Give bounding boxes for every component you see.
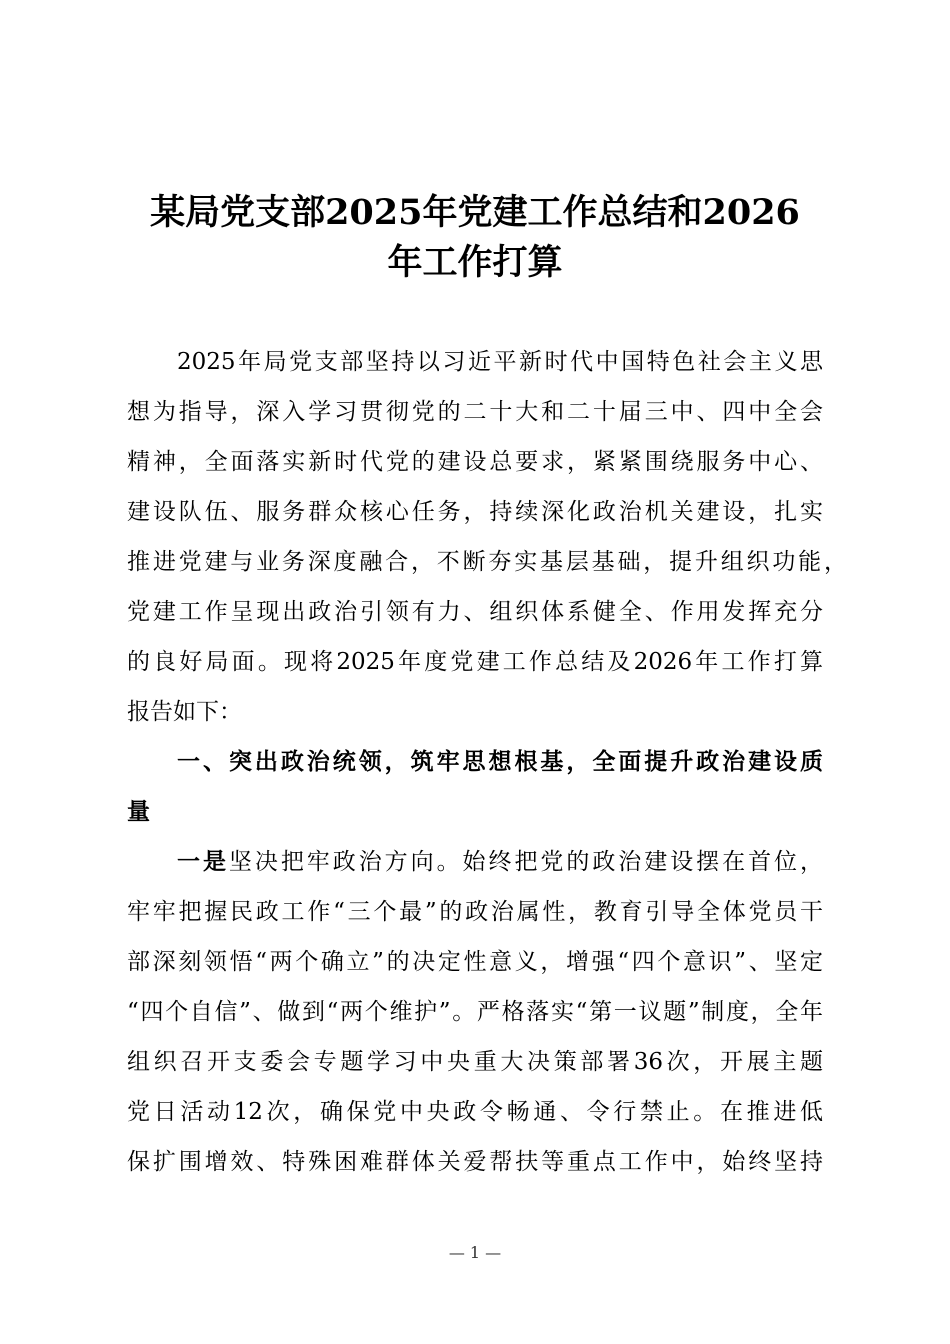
intro-line: 报告如下： <box>127 699 242 725</box>
section-heading-text: 一、突出政治统领，筑牢思想根基，全面提升政治建设质 <box>177 748 823 775</box>
para-lead: 一是 <box>177 848 229 875</box>
para-line: 部深刻领悟“两个确立”的决定性意义，增强“四个意识”、坚定 <box>127 949 823 975</box>
para-line: 牢牢把握民政工作“三个最”的政治属性，教育引导全体党员干 <box>127 899 823 925</box>
intro-line: 想为指导，深入学习贯彻党的二十大和二十届三中、四中全会 <box>127 399 823 425</box>
section-heading <box>177 737 823 787</box>
intro-line: 推进党建与业务深度融合，不断夯实基层基础，提升组织功能， <box>127 549 847 575</box>
intro-line: 党建工作呈现出政治引领有力、组织体系健全、作用发挥充分 <box>127 599 823 625</box>
para-line: “四个自信”、做到“两个维护”。严格落实“第一议题”制度，全年 <box>127 999 823 1025</box>
intro-line: 2025年局党支部坚持以习近平新时代中国特色社会主义思 <box>177 349 823 375</box>
document-title-line-1: 某局党支部2025年党建工作总结和2026 <box>150 192 800 233</box>
section-heading <box>127 787 823 837</box>
section-heading-text: 量 <box>127 798 150 825</box>
intro-line: 精神，全面落实新时代党的建设总要求，紧紧围绕服务中心、 <box>127 449 823 475</box>
page-number: — 1 — <box>448 1243 502 1262</box>
intro-line: 的良好局面。现将2025年度党建工作总结及2026年工作打算 <box>127 649 823 675</box>
para-line <box>177 837 823 887</box>
para-line: 组织召开支委会专题学习中央重大决策部署36次，开展主题 <box>127 1049 823 1075</box>
para-line: 保扩围增效、特殊困难群体关爱帮扶等重点工作中，始终坚持 <box>127 1149 823 1175</box>
para-line: 党日活动12次，确保党中央政令畅通、令行禁止。在推进低 <box>127 1099 823 1125</box>
para-text: 坚决把牢政治方向。始终把党的政治建设摆在首位， <box>228 849 824 875</box>
document-title-line-2: 年工作打算 <box>387 242 563 283</box>
intro-line: 建设队伍、服务群众核心任务，持续深化政治机关建设，扎实 <box>127 499 823 525</box>
